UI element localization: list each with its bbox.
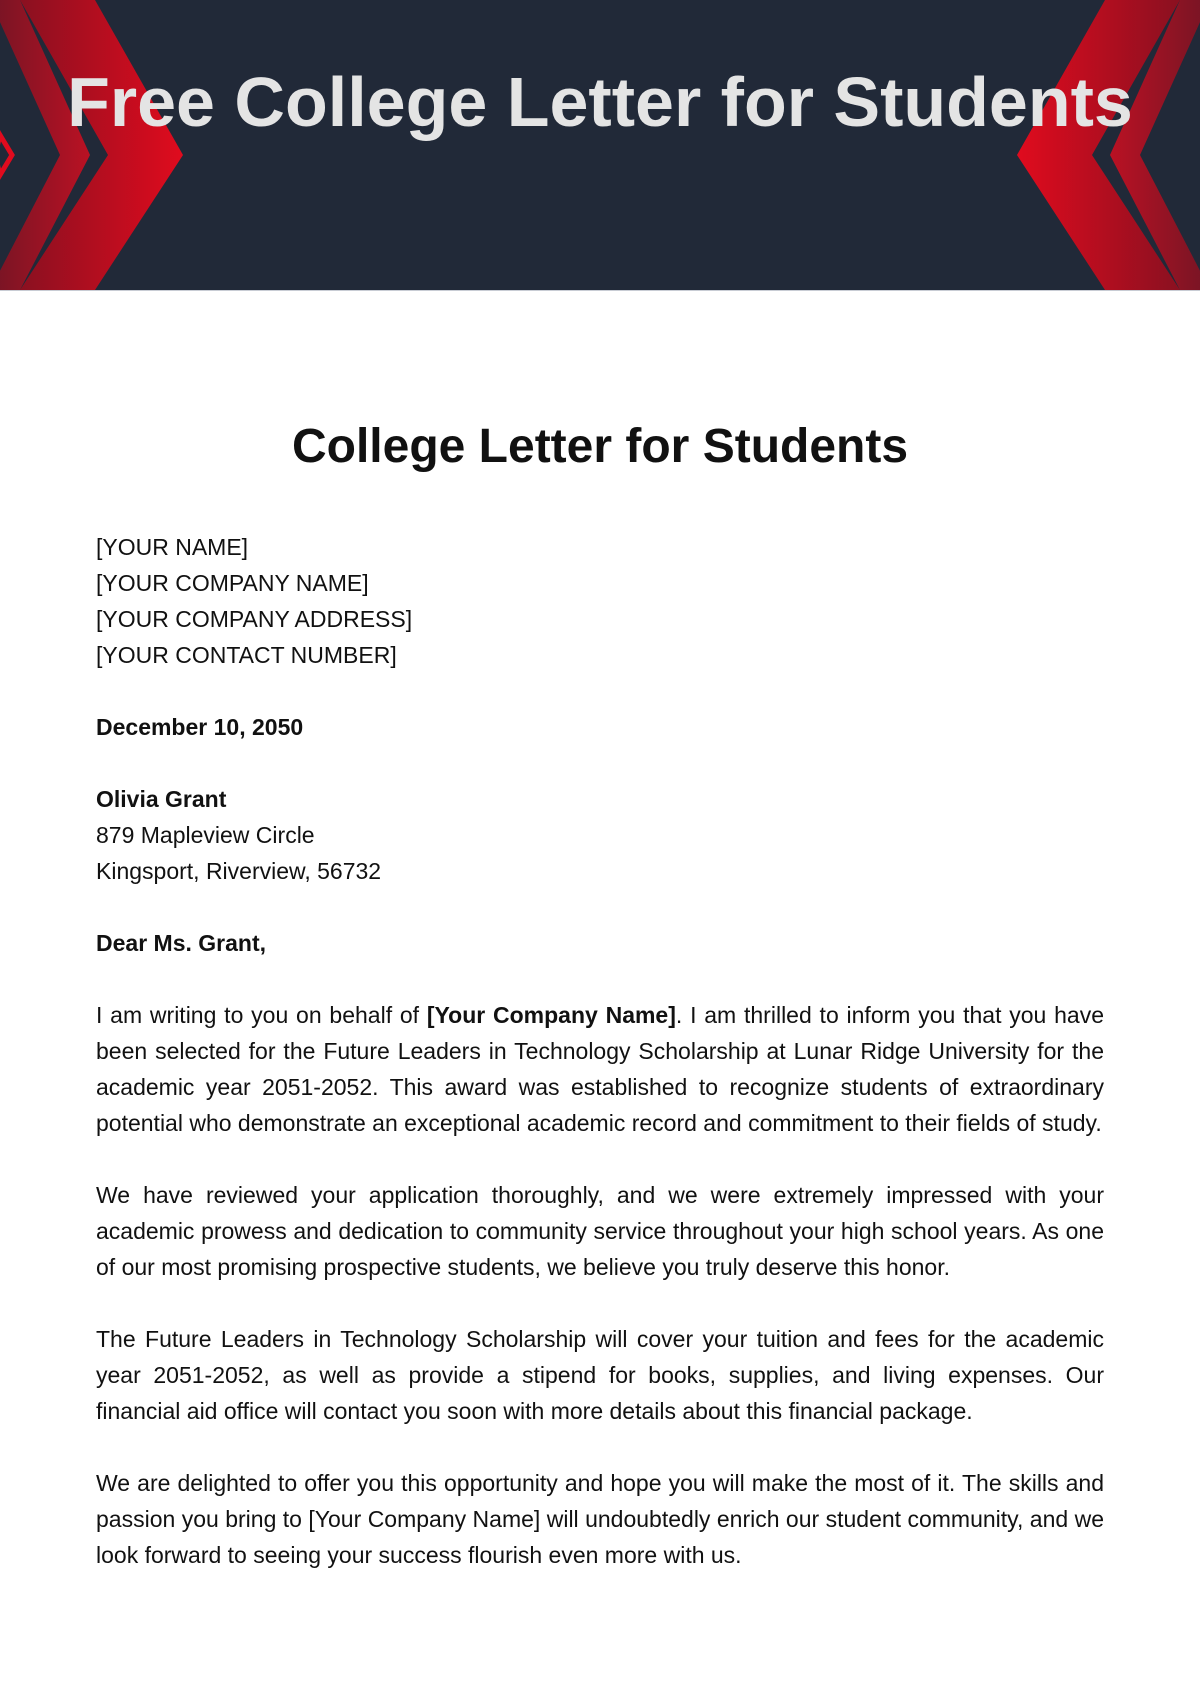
paragraph-1 xyxy=(96,997,1104,1141)
letter-body xyxy=(0,417,1200,1573)
p1-text-end: . I am thrilled to inform you that you have been selected for the Future Leaders in Technology Scholarship at Lunar Ridge University for the academic year 2051-2052. This award was established to recognize students of extraordinary potential who demonstrate an exceptional academic record and commitment to their fields of study. xyxy=(96,1002,1105,1136)
sender-address: [YOUR COMPANY ADDRESS] xyxy=(96,606,413,632)
recipient-address1: 879 Mapleview Circle xyxy=(96,822,315,848)
sender-block xyxy=(96,529,1104,673)
p1-text: I am writing to you on behalf of xyxy=(96,1002,427,1028)
header-banner xyxy=(0,0,1200,291)
company-name-placeholder: [Your Company Name] xyxy=(426,1002,676,1028)
letter-date: December 10, 2050 xyxy=(96,714,304,740)
recipient-name: Olivia Grant xyxy=(96,786,227,812)
salutation: Dear Ms. Grant, xyxy=(96,930,266,956)
sender-company: [YOUR COMPANY NAME] xyxy=(96,570,369,596)
sender-name: [YOUR NAME] xyxy=(96,534,249,560)
banner-title: Free College Letter for Students xyxy=(67,63,1133,141)
paragraph-2: We have reviewed your application thoroughly, and we were extremely impressed with your academic prowess and dedication to community service throughout your high school years. As one of our most promising prospective students, we believe you truly deserve this honor. xyxy=(96,1182,1104,1280)
document-title: College Letter for Students xyxy=(291,420,909,473)
recipient-block xyxy=(96,781,1104,889)
paragraph-4: We are delighted to offer you this opportunity and hope you will make the most of it. The skills and passion you bring to [Your Company Name] will undoubtedly enrich our student community, and we look forward to seeing your success flourish even more with us. xyxy=(96,1470,1104,1568)
sender-contact: [YOUR CONTACT NUMBER] xyxy=(96,642,397,668)
recipient-address2: Kingsport, Riverview, 56732 xyxy=(96,858,382,884)
paragraph-3: The Future Leaders in Technology Scholarship will cover your tuition and fees for the academic year 2051-2052, as well as provide a stipend for books, supplies, and living expenses. Our financial aid office will contact you soon with more details about this financial package. xyxy=(96,1326,1104,1424)
